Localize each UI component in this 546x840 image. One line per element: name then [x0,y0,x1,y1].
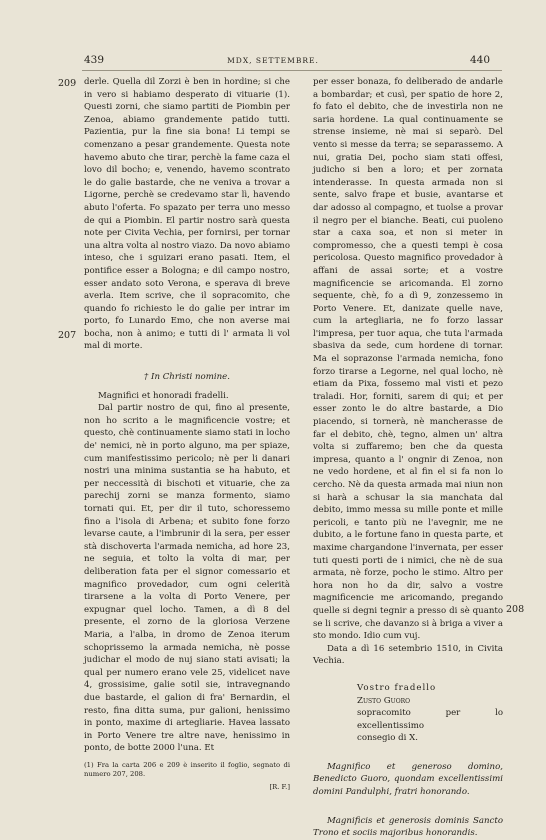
signature-block [313,682,503,745]
footnote: (1) Fra la carta 206 e 209 è inserito il foglio, segnato di numero 207, 208. [84,760,290,778]
address-1: Magnifico et generoso domino, Benedicto Guoro, quondam excellentissimi domini Pandulphi, fratri honorando. [313,761,503,798]
right-column [313,76,503,840]
margin-number-207: 207 [58,330,77,341]
letter-greeting: Magnifici et honoradi fradelli. [98,390,229,401]
address-2: Magnificis et generosis dominis Sancto Trono et sociis majoribus honorandis. [313,815,503,839]
left-paragraph-1: derle. Quella dil Zorzi è ben in hordine; si che in vero si habiamo desperato di vituarie (1). Questi zorni, che siamo partiti de Piombin per Zenoa, abiamo grandemente patido tutti. Pazientia, pur la fine sia bona! Li tempi se comenzano a pesar grandemente. Questa note havemo abuto che tirar, perchè la fame caza el lovo dil bocho; e, venendo, havemo scontrato le do galie bastarde, che ne veniva a trovar a Ligorne, perchè se credevamo star lì, havendo abuto l'oferta. Fo spazato per terra uno messo de qui a Piombin. El partir nostro sarà questa note per Civita Vechia, per fornirsi, per tornar una altra volta al nostro viazo. Da novo abiamo inteso, che i sguizari erano pasati. Item, el pontifice esser a Bologna; e dil campo nostro, esser andato soto Verona, e sperava di breve averla. Item scrive, che il sopracomito, che quando fo richiesto le do galie per intrar im porto, fo Lunardo Emo, che non averse mai bocha, non à animo; e tutti di l' armata li vol mal di morte. [84,77,290,352]
right-paragraph-1: per esser bonaza, fo deliberado de andarle a bombardar; et cusì, per spatio de hore 2, fo fato el debito, che de investirla non ne saria hordene. La qual continuamente se strense insieme, nè mai si separò. Del vento si messe da terra; se separassemo. A nui, gratia Dei, pocho siam stati offesi, judicho si ben a loro; et per zornata intenderasse. In questa armada non si sente, salvo frape et busie, avantarse et dar adosso al compagno, et tuolse a provar il negro per el bianche. Beati, cui puoleno star a caxa soa, et non si meter in compromesso, che a questi tempi è cosa pericolosa. Questo magnifico provedador à affani de assai sorte; et a vostre magnificencie se aricomanda. El zorno sequente, chè, fo a dì 9, zonzessemo in Porto Venere. Et, danizate quelle nave, cum la artegliaria, ne fo forzo lassar l'impresa, per tuor aqua, che tuta l'armada sbasiva da sede, cum hordene di tornar. Ma el soprazonse l'armada nemicha, fono forzo tirarse a Legorne, nel qual locho, nè etiam da Pixa, fossemo mal visti et pezo traladi. Hor, forniti, sarem di qui; et per esser zonto le do altre bastarde, a Dio piacendo, si tornerà, nè mancherasse de far el debito, chè, tegno, almen un' altra volta si zuffaremo; ben che da questa impresa, quanto a l' ongnir di Zenoa, non ne vedo hordene, et al fin el si fa non lo cercho. Nè da questa armada mai niun non si harà a schusar la sia manchata dal debito, immo messa su mille ponte et mille pericoli, e tanto più ne l'avegnir, me ne dubito, a le fortune fano in questa parte, et maxime chargandone l'invernata, per esser tuti questi porti de i nimici, che nè de sua armata, nè forze, pocho le stimo. Altro per hora non ho da dir, salvo a vostre magnificencie me aricomando, pregando quelle si degni tegnir a presso di sè quanto se li scrive, che davanzo si à briga a viver a sto mondo. Idio cum vuj. [313,77,503,642]
signature-line-1: Vostro fradello [357,682,437,693]
signature-line-4: consegio di X. [357,733,419,744]
letter-date: Data a dì 16 setembrio 1510, in Civita Vechia. [313,643,503,667]
header-title: MDX, SETTEMBRE. [227,56,319,65]
margin-number-209: 209 [58,78,77,89]
right-page-number: 440 [469,54,490,66]
left-paragraph-2: Dal partir nostro de qui, fino al presente, non ho scrito a le magnificencie vostre; et questo, chè continuamente siamo stati in locho de' nemici, nè in porto alguno, ma per spiaze, cum manifestissimo pericolo; nè per li danari nostri una minima sustantia se ha habuto, et per neccessità di bischoti et vituarie, che za parechij zorni se manza formento, siamo tornati qui. Et, per dir il tuto, schoressemo fino a l'isola di Arbena; et subito fone forzo levarse caute, a l'imbrunir di la sera, per esser stà dischoverta l'armada nemicha, ad hore 23, ne seguia, et tolto la volta di mar, per deliberation fata per el signor comessario et magnifico provedador, cum ogni celerità tirarsene a la volta di Porto Venere, per expugnar quel locho. Tamen, a dì 8 del presente, el zorno de la gloriosa Verzene Maria, a l'alba, in dromo de Zenoa iterum schoprissemo la armada nemicha, nè posse judichar el modo de nuj siano stati avisati; la qual per numero erano vele 25, videlicet nave 4, grossisime, galie sotil sie, intravegnando due bastarde, el galion di fra' Bernardin, el resto, fina ditta suma, pur galioni, henissimo in ponto, maxime di artegliarie. Havea lassato in Porto Venere tre altre nave, henissimo in ponto, de botte 2000 l'una. Et [84,403,290,754]
left-page-number: 439 [84,54,105,66]
letter-heading: † In Christi nomine. [144,372,230,383]
signature-line-3: sopracomito per lo excellentissimo [357,708,503,731]
footnote-initials: [R. F.] [269,782,290,791]
signature-name: Zusto Guoro [357,695,411,706]
header-rule [82,70,502,71]
left-column [84,76,290,793]
margin-number-208: 208 [506,604,525,615]
